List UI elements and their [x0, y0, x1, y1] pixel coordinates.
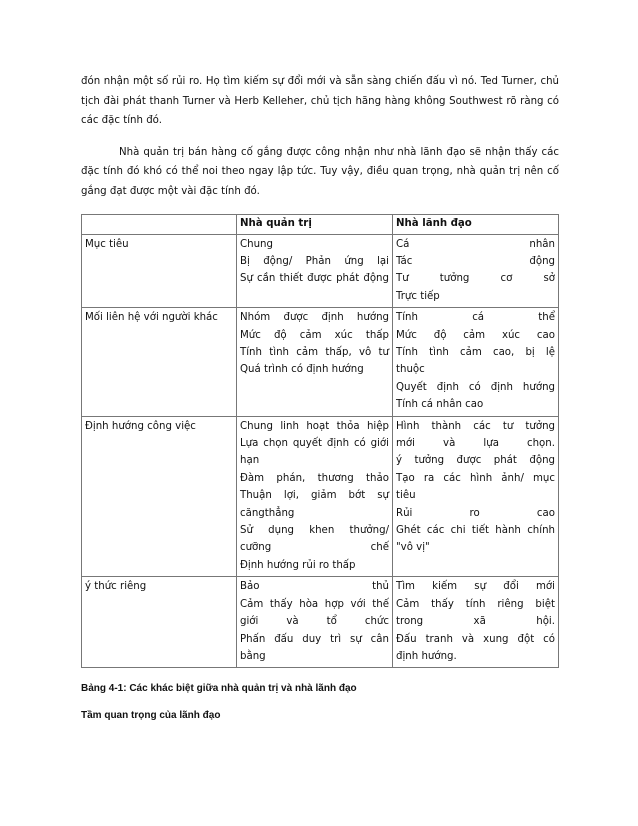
leader-line: Rủi ro cao — [396, 507, 555, 519]
manager-line: Quá trình có định hướng — [240, 364, 364, 376]
paragraph-1: đón nhận một số rủi ro. Họ tìm kiếm sự đổi mới và sẵn sàng chiến đấu vì nó. Ted Turner, chủ tịch đài phát thanh Turner và Herb Kelleher, chủ tịch hãng hàng không Southwest rõ ràng có các đặc tính đó. — [81, 76, 559, 127]
manager-line: Mức độ cảm xúc thấp — [240, 329, 389, 341]
leader-line: ý tưởng được phát động — [396, 455, 555, 467]
header-cell-manager: Nhà quản trị — [237, 214, 393, 234]
manager-line: Phấn đấu duy trì sự cân — [240, 633, 389, 645]
manager-line: Bảo thủ — [240, 581, 389, 593]
leader-line: định hướng. — [396, 650, 457, 662]
table-caption: Bảng 4-1: Các khác biệt giữa nhà quản trị và nhà lãnh đạo — [81, 683, 357, 695]
leader-line: Tính cá thể — [396, 312, 555, 324]
manager-line: giới và tổ chức — [240, 616, 389, 628]
leader-line: Cảm thấy tính riêng biệt — [396, 598, 555, 610]
leader-line: Tính tình cảm cao, bị lệ — [396, 347, 555, 358]
manager-line: Đàm phán, thương thảo — [240, 472, 389, 484]
leader-cell — [393, 308, 559, 416]
manager-line: Chung linh hoạt thỏa hiệp — [240, 420, 389, 432]
manager-line: Tính tình cảm thấp, vô tư — [240, 347, 389, 358]
manager-cell — [237, 577, 393, 668]
manager-line: hạn — [240, 455, 260, 467]
leader-line: "vô vị" — [396, 542, 430, 554]
manager-line: Lựa chọn quyết định có giới — [240, 438, 389, 450]
leader-line: Đấu tranh và xung đột có — [396, 633, 555, 645]
manager-line: Nhóm được định hướng — [240, 312, 389, 324]
table-row — [82, 234, 559, 308]
manager-line: bằng — [240, 650, 266, 662]
table-header-row — [82, 214, 559, 234]
leader-cell — [393, 234, 559, 308]
leader-line: Tác động — [396, 255, 555, 267]
manager-cell — [237, 234, 393, 308]
leader-line: tiêu — [396, 490, 416, 502]
leader-line: Tìm kiếm sự đổi mới — [396, 581, 555, 593]
manager-line: Sự cần thiết được phát động — [240, 273, 389, 285]
paragraph-2: Nhà quản trị bán hàng cố gắng được công nhận như nhà lãnh đạo sẽ nhận thấy các đặc tính đó khó có thể noi theo ngay lập tức. Tuy vậy, điều quan trọng, nhà quản trị nên cố gắng đạt được một vài đặc tính đó. — [81, 146, 559, 197]
leader-cell — [393, 577, 559, 668]
row-label-cell: Mục tiêu — [82, 234, 237, 308]
leader-line: mới và lựa chọn. — [396, 438, 555, 450]
row-label-cell: ý thức riêng — [82, 577, 237, 668]
manager-line: Bị động/ Phản ứng lại — [240, 255, 389, 267]
row-label-cell: Mối liên hệ với người khác — [82, 308, 237, 416]
manager-cell — [237, 416, 393, 577]
leader-line: trong xã hội. — [396, 616, 555, 628]
table-row — [82, 416, 559, 577]
row-label-cell: Định hướng công việc — [82, 416, 237, 577]
leader-line: thuộc — [396, 364, 425, 376]
manager-cell — [237, 308, 393, 416]
leader-line: Tư tưởng cơ sở — [396, 273, 555, 285]
leader-line: Tính cá nhân cao — [396, 399, 484, 411]
leader-line: Mức độ cảm xúc cao — [396, 329, 555, 341]
comparison-table — [81, 214, 559, 669]
table-row — [82, 308, 559, 416]
leader-line: Hình thành các tư tưởng — [396, 420, 555, 432]
table-row — [82, 577, 559, 668]
manager-line: căngthẳng — [240, 507, 295, 519]
leader-line: Quyết định có định hướng — [396, 381, 555, 393]
manager-line: Chung — [240, 238, 273, 250]
leader-line: Tạo ra các hình ảnh/ mục — [396, 472, 555, 484]
leader-cell — [393, 416, 559, 577]
manager-line: Cảm thấy hòa hợp với thế — [240, 598, 389, 610]
manager-line: Thuận lợi, giảm bớt sự — [240, 490, 389, 502]
document-page — [81, 72, 559, 721]
manager-line: Sử dụng khen thưởng/ — [240, 525, 389, 537]
manager-line: cưỡng chế — [240, 542, 389, 554]
header-cell-empty — [82, 214, 237, 234]
section-heading: Tầm quan trọng của lãnh đạo — [81, 710, 221, 722]
leader-line: Cá nhân — [396, 238, 555, 250]
leader-line: Trực tiếp — [396, 290, 440, 302]
leader-line: Ghét các chi tiết hành chính — [396, 525, 555, 537]
header-cell-leader: Nhà lãnh đạo — [393, 214, 559, 234]
manager-line: Định hướng rủi ro thấp — [240, 559, 356, 571]
